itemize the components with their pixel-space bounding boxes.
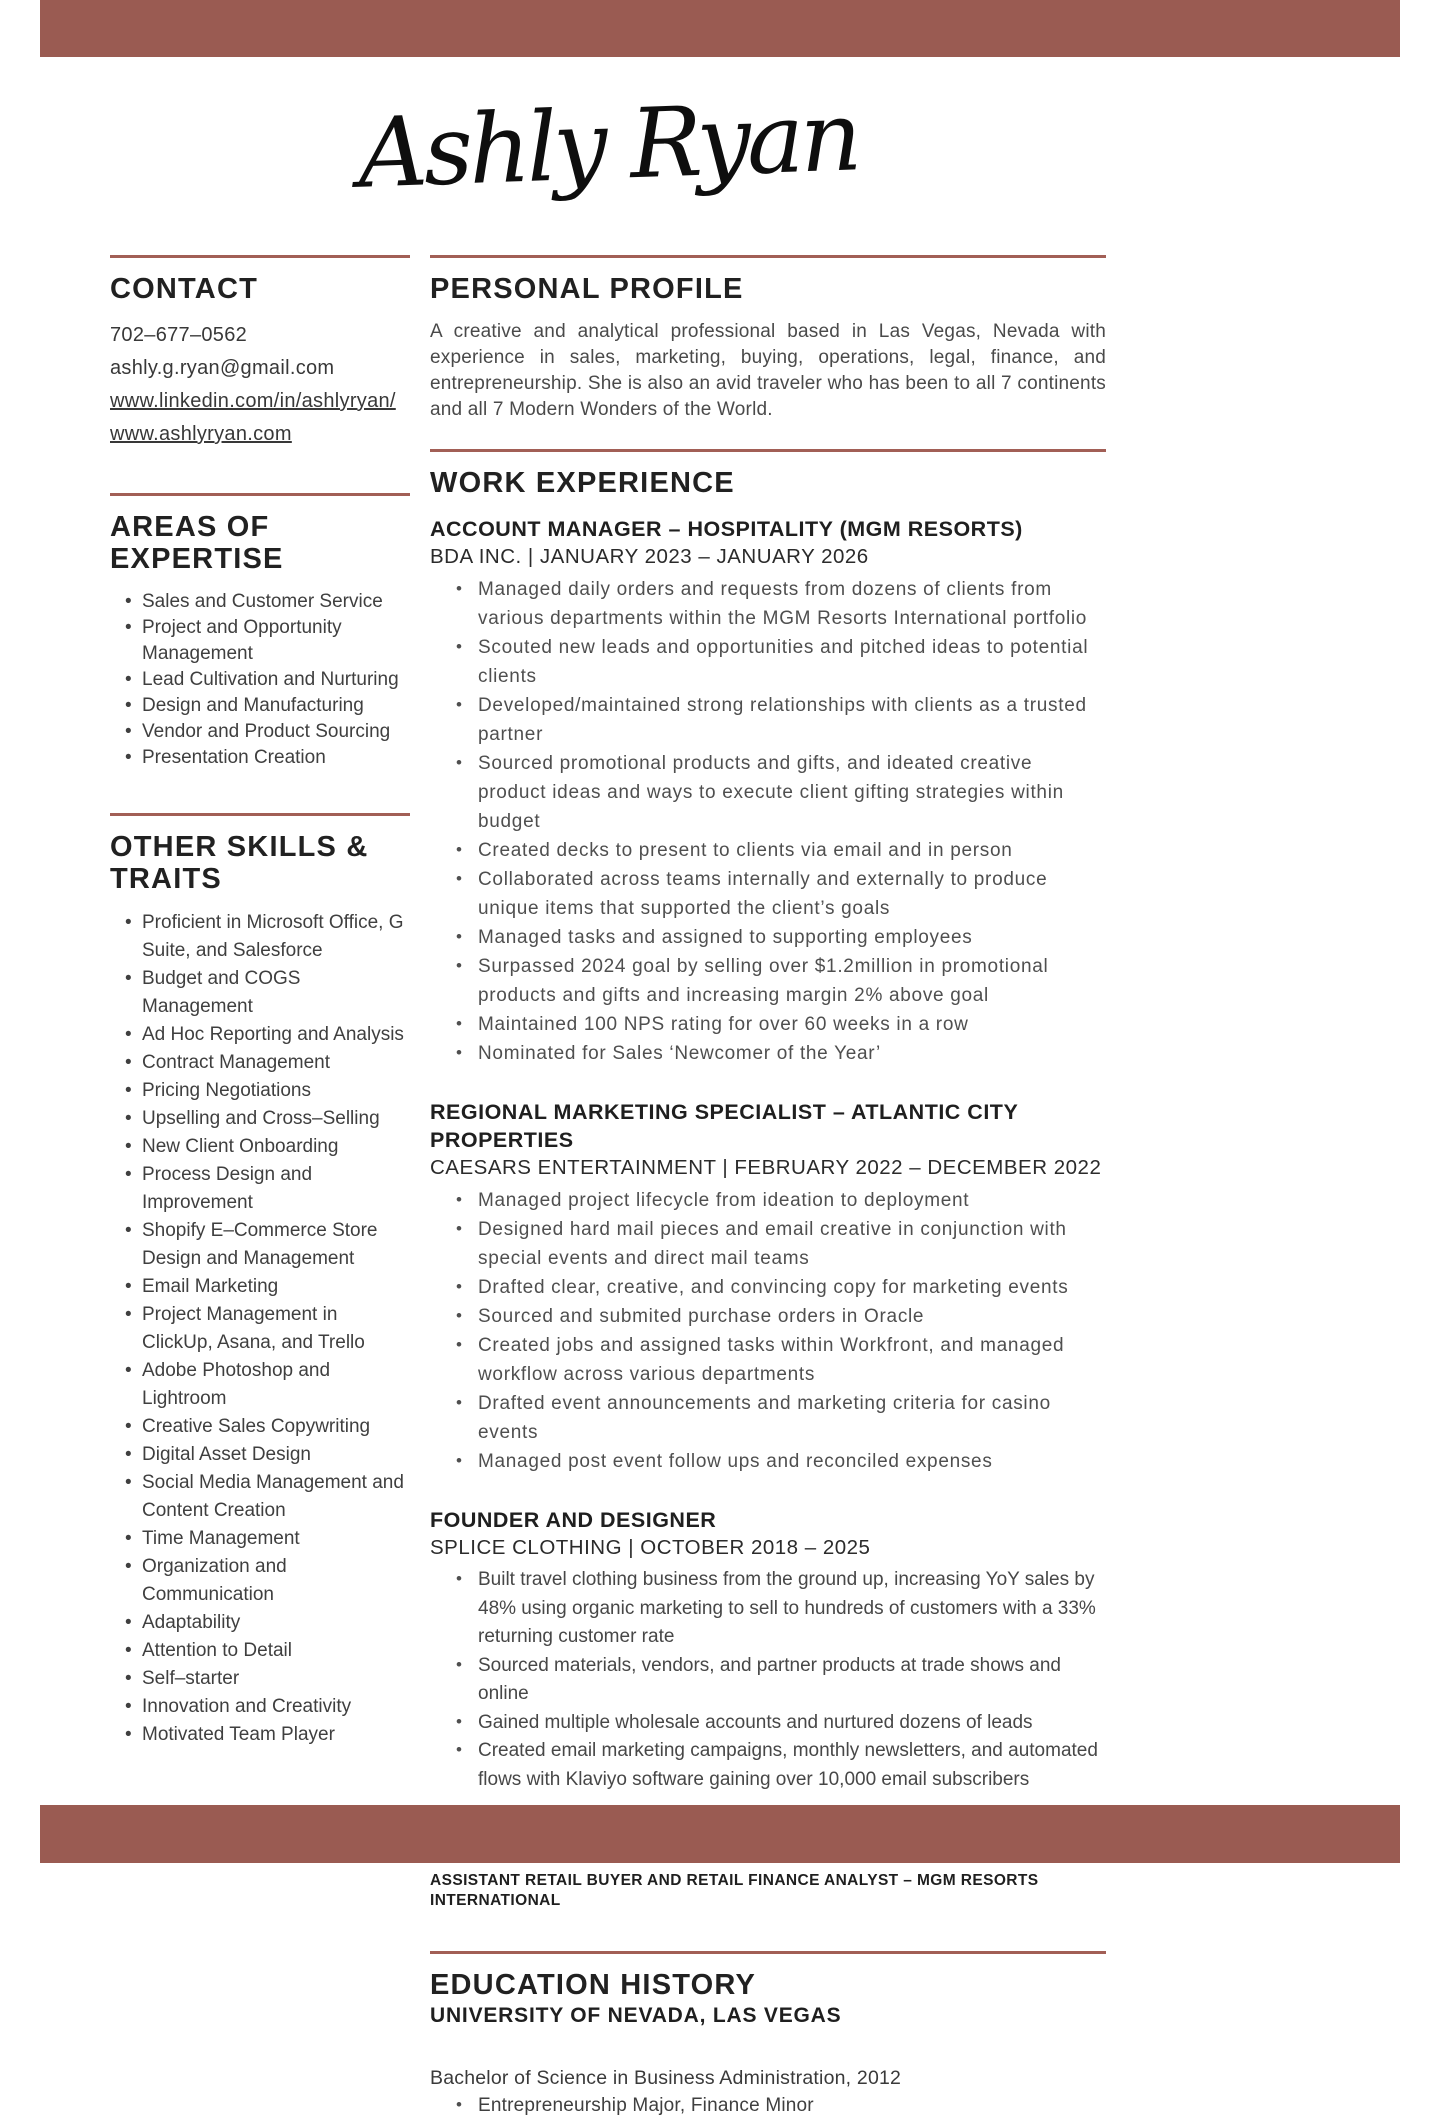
bullet-item: • Maintained 100 NPS rating for over 60 weeks in a row xyxy=(430,1010,1106,1039)
list-item: • Adobe Photoshop and Lightroom xyxy=(110,1357,410,1413)
extra-role: ASSISTANT RETAIL BUYER AND RETAIL FINANCE ANALYST – MGM RESORTS INTERNATIONAL xyxy=(430,1872,1039,1909)
bullet-item: • Built travel clothing business from the ground up, increasing YoY sales by 48% using organic marketing to sell to hundreds of customers with a 33% returning customer rate xyxy=(430,1566,1106,1652)
bullet-item: • Sourced promotional products and gifts, and ideated creative product ideas and ways to execute client gifting strategies within budget xyxy=(430,749,1106,836)
list-item: • Motivated Team Player xyxy=(110,1721,410,1749)
section-divider xyxy=(430,449,1106,452)
list-item: • Design and Manufacturing xyxy=(110,693,410,719)
list-item: • Email Marketing xyxy=(110,1273,410,1301)
list-item: • Social Media Management and Content Creation xyxy=(110,1469,410,1525)
list-item: • Ad Hoc Reporting and Analysis xyxy=(110,1021,410,1049)
bullet-item: • Designed hard mail pieces and email creative in conjunction with special events and direct mail teams xyxy=(430,1215,1106,1273)
education-title: EDUCATION HISTORY xyxy=(430,1969,756,2001)
section-divider xyxy=(430,1951,1106,1954)
list-item: • Lead Cultivation and Nurturing xyxy=(110,667,410,693)
linkedin-link[interactable]: www.linkedin.com/in/ashlyryan/ xyxy=(110,390,396,412)
school-name: UNIVERSITY OF NEVADA, LAS VEGAS xyxy=(430,2004,842,2027)
bullet-item: • Managed tasks and assigned to supporting employees xyxy=(430,923,1106,952)
work-section xyxy=(430,449,1106,1911)
bullet-item: • Entrepreneurship Major, Finance Minor xyxy=(430,2092,1106,2120)
list-item: • Adaptability xyxy=(110,1609,410,1637)
bullet-item: • Collaborated across teams internally and externally to produce unique items that supported the client’s goals xyxy=(430,865,1106,923)
job-bullet-list xyxy=(430,1186,1106,1476)
website-link[interactable]: www.ashlyryan.com xyxy=(110,423,292,445)
job-block xyxy=(430,515,1106,1068)
bullet-item: • Managed project lifecycle from ideation to deployment xyxy=(430,1186,1106,1215)
work-title: WORK EXPERIENCE xyxy=(430,467,735,499)
bullet-item: • Created jobs and assigned tasks within Workfront, and managed workflow across various departments xyxy=(430,1331,1106,1389)
list-item: • Upselling and Cross–Selling xyxy=(110,1105,410,1133)
job-title: REGIONAL MARKETING SPECIALIST – ATLANTIC CITY PROPERTIES xyxy=(430,1100,1018,1152)
section-divider xyxy=(110,493,410,496)
list-item: • Vendor and Product Sourcing xyxy=(110,719,410,745)
list-item: • Shopify E–Commerce Store Design and Management xyxy=(110,1217,410,1273)
degree-line: Bachelor of Science in Business Administration, 2012 xyxy=(430,2067,902,2089)
list-item: • Self–starter xyxy=(110,1665,410,1693)
list-item: • Organization and Communication xyxy=(110,1553,410,1609)
list-item: • Project and Opportunity Management xyxy=(110,615,410,667)
contact-title: CONTACT xyxy=(110,273,259,305)
list-item: • Pricing Negotiations xyxy=(110,1077,410,1105)
list-item: • Proficient in Microsoft Office, G Suite, and Salesforce xyxy=(110,909,410,965)
expertise-list xyxy=(110,589,410,771)
bullet-item: • Sourced materials, vendors, and partner products at trade shows and online xyxy=(430,1652,1106,1709)
bullet-item: • Gained multiple wholesale accounts and nurtured dozens of leads xyxy=(430,1709,1106,1738)
section-divider xyxy=(110,813,410,816)
bullet-item: • Drafted clear, creative, and convincing copy for marketing events xyxy=(430,1273,1106,1302)
list-item: • Time Management xyxy=(110,1525,410,1553)
list-item: • Digital Asset Design xyxy=(110,1441,410,1469)
expertise-section xyxy=(110,493,410,771)
bottom-accent-bar xyxy=(40,1805,1400,1863)
bullet-item: • Drafted event announcements and marketing criteria for casino events xyxy=(430,1389,1106,1447)
list-item: • Project Management in ClickUp, Asana, and Trello xyxy=(110,1301,410,1357)
education-bullet-list xyxy=(430,2092,1106,2120)
profile-section xyxy=(430,255,1106,423)
job-bullet-list xyxy=(430,1566,1106,1794)
list-item: • Budget and COGS Management xyxy=(110,965,410,1021)
list-item: • Presentation Creation xyxy=(110,745,410,771)
list-item: • Sales and Customer Service xyxy=(110,589,410,615)
list-item: • Attention to Detail xyxy=(110,1637,410,1665)
section-divider xyxy=(430,255,1106,258)
skills-section xyxy=(110,813,410,1749)
job-subtitle: SPLICE CLOTHING | OCTOBER 2018 – 2025 xyxy=(430,1536,871,1559)
job-subtitle: CAESARS ENTERTAINMENT | FEBRUARY 2022 – DECEMBER 2022 xyxy=(430,1156,1102,1179)
job-block xyxy=(430,1506,1106,1794)
bullet-item: • Managed daily orders and requests from dozens of clients from various departments within the MGM Resorts International portfolio xyxy=(430,575,1106,633)
education-section xyxy=(430,1951,1106,2120)
list-item: • Process Design and Improvement xyxy=(110,1161,410,1217)
expertise-title: AREAS OF EXPERTISE xyxy=(110,511,284,575)
list-item: • Contract Management xyxy=(110,1049,410,1077)
phone-number: 702–677–0562 xyxy=(110,324,248,346)
bullet-item: • Nominated for Sales ‘Newcomer of the Year’ xyxy=(430,1039,1106,1068)
bullet-item: • Sourced and submited purchase orders in Oracle xyxy=(430,1302,1106,1331)
contact-section xyxy=(110,255,410,451)
list-item: • New Client Onboarding xyxy=(110,1133,410,1161)
job-block xyxy=(430,1098,1106,1476)
profile-text: A creative and analytical professional based in Las Vegas, Nevada with experience in sales, marketing, buying, operations, legal, finance, and entrepreneurship. She is also an avid traveler who has been to all 7 continents and all 7 Modern Wonders of the World. xyxy=(430,321,1106,420)
bullet-item: • Created decks to present to clients via email and in person xyxy=(430,836,1106,865)
sidebar xyxy=(110,255,410,1791)
job-title: FOUNDER AND DESIGNER xyxy=(430,1508,717,1532)
job-bullet-list xyxy=(430,575,1106,1068)
bullet-item: • Scouted new leads and opportunities and pitched ideas to potential clients xyxy=(430,633,1106,691)
skills-list xyxy=(110,909,410,1749)
section-divider xyxy=(110,255,410,258)
skills-title: OTHER SKILLS & TRAITS xyxy=(110,831,369,895)
list-item: • Creative Sales Copywriting xyxy=(110,1413,410,1441)
email-address: ashly.g.ryan@gmail.com xyxy=(110,357,335,379)
bullet-item: • Developed/maintained strong relationships with clients as a trusted partner xyxy=(430,691,1106,749)
profile-title: PERSONAL PROFILE xyxy=(430,273,744,305)
job-title: ACCOUNT MANAGER – HOSPITALITY (MGM RESORTS) xyxy=(430,517,1023,541)
bullet-item: • Created email marketing campaigns, monthly newsletters, and automated flows with Klaviyo software gaining over 10,000 email subscribers xyxy=(430,1737,1106,1794)
signature-name: Ashly Ryan xyxy=(356,79,860,210)
job-subtitle: BDA INC. | JANUARY 2023 – JANUARY 2026 xyxy=(430,545,869,568)
bullet-item: • Managed post event follow ups and reconciled expenses xyxy=(430,1447,1106,1476)
list-item: • Innovation and Creativity xyxy=(110,1693,410,1721)
bullet-item: • Surpassed 2024 goal by selling over $1.2million in promotional products and gifts and increasing margin 2% above goal xyxy=(430,952,1106,1010)
